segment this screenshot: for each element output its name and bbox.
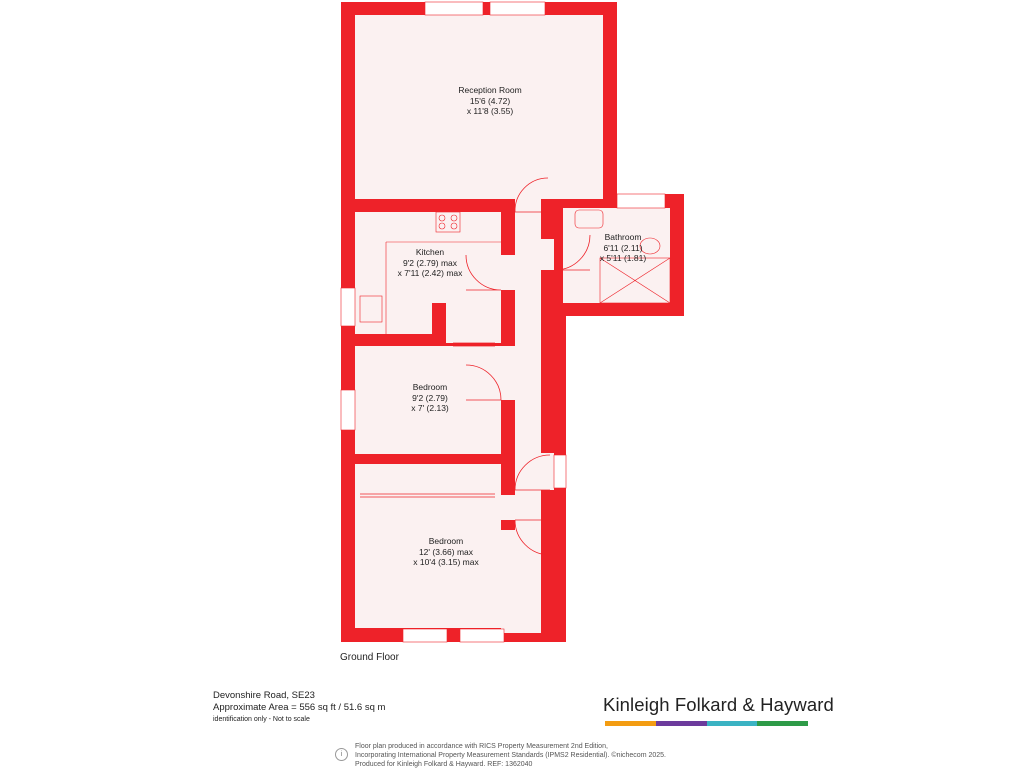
footer-text <box>355 742 666 769</box>
footer-line-1: Floor plan produced in accordance with RICS Property Measurement 2nd Edition, <box>355 743 608 750</box>
footer-line-2: Incorporating International Property Measurement Standards (IPMS2 Residential). ©nichecom 2025. <box>355 752 666 759</box>
scale-note: identification only - Not to scale <box>213 716 310 723</box>
brand-bar-green <box>757 721 808 726</box>
room-label-bedroom2: Bedroom 12' (3.66) max x 10'4 (3.15) max <box>413 536 479 567</box>
approx-area: Approximate Area = 556 sq ft / 51.6 sq m <box>213 702 386 713</box>
room-label-kitchen: Kitchen 9'2 (2.79) max x 7'11 (2.42) max <box>397 247 463 278</box>
property-info <box>213 690 385 726</box>
floor-label: Ground Floor <box>340 652 399 663</box>
room-label-bedroom1: Bedroom 9'2 (2.79) x 7' (2.13) <box>411 382 449 413</box>
brand-bar-purple <box>656 721 707 726</box>
room-label-bathroom: Bathroom 6'11 (2.11) x 5'11 (1.81) <box>599 232 647 263</box>
brand-bar-orange <box>605 721 656 726</box>
room-label-reception: Reception Room 15'6 (4.72) x 11'8 (3.55) <box>458 85 522 116</box>
brand-name: Kinleigh Folkard & Hayward <box>603 694 834 715</box>
brand-color-bar <box>605 721 808 726</box>
cupboard-floor <box>446 303 501 343</box>
footer-line-3: Produced for Kinleigh Folkard & Hayward. REF: 1362040 <box>355 761 533 768</box>
brand-bar-teal <box>707 721 758 726</box>
info-icon: i <box>335 748 348 761</box>
address: Devonshire Road, SE23 <box>213 690 315 701</box>
